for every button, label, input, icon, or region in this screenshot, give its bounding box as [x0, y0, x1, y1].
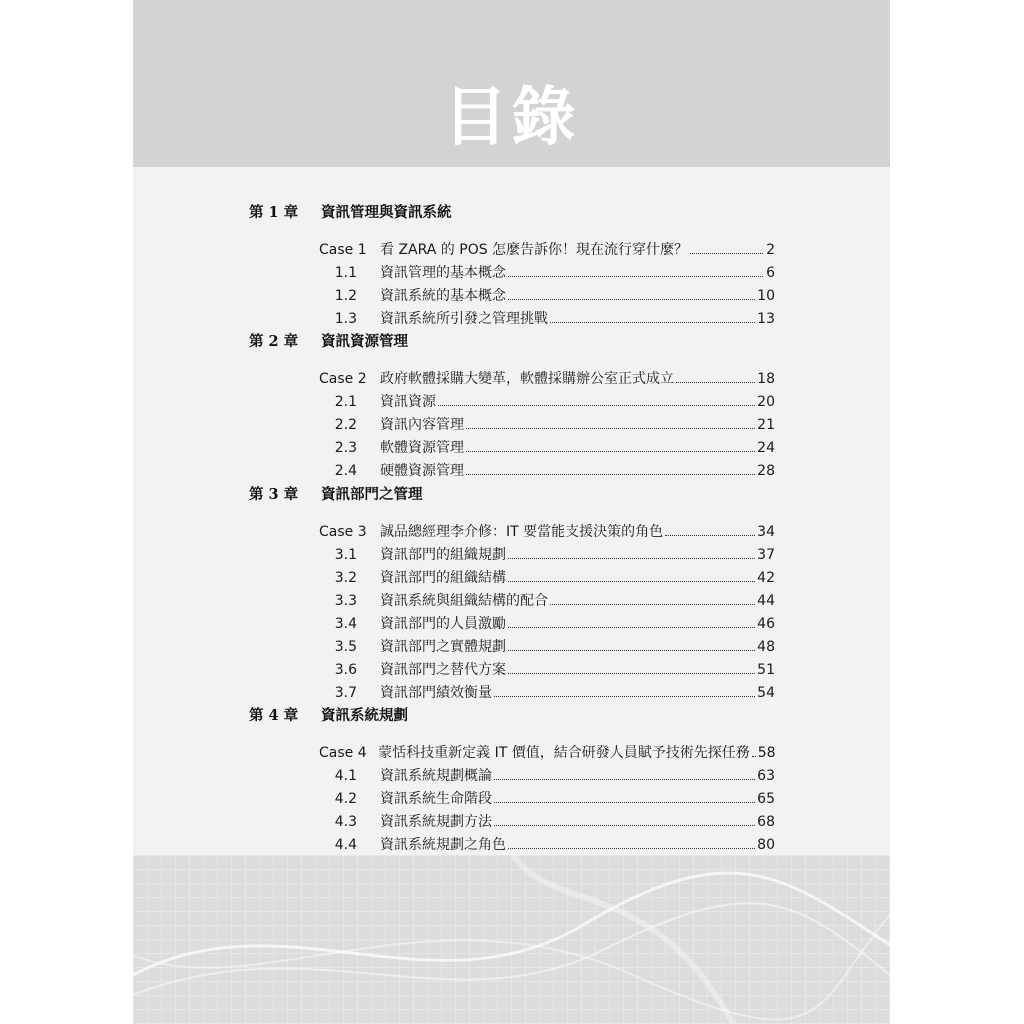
entry-number: 4.4: [334, 837, 357, 853]
entry-title: 資訊系統生命階段: [380, 791, 492, 807]
entry-title: 資訊管理的基本概念: [380, 265, 506, 281]
toc-entry[interactable]: [319, 789, 775, 809]
dot-leader: [494, 825, 755, 826]
toc-entry[interactable]: [319, 522, 775, 542]
entry-page-number: 80: [757, 837, 775, 853]
entry-title: 硬體資源管理: [380, 463, 464, 479]
entry-page-number: 24: [757, 440, 775, 456]
entry-number: 2.4: [334, 463, 357, 479]
toc-entry[interactable]: [319, 545, 775, 565]
entry-number: 3.7: [334, 685, 357, 701]
footer-decoration: [133, 855, 890, 1024]
entry-title: 資訊部門績效衡量: [380, 685, 492, 701]
chapter-heading: [249, 706, 408, 726]
entry-number: 4.1: [334, 768, 357, 784]
entry-title: 資訊部門的組織結構: [380, 570, 506, 586]
dot-leader: [690, 253, 763, 254]
dot-leader: [550, 604, 755, 605]
chapter-heading: [249, 332, 408, 352]
entry-page-number: 34: [757, 524, 775, 540]
chapter-title: 資訊部門之管理: [321, 486, 423, 503]
toc-entry[interactable]: [319, 835, 775, 855]
entry-number: 3.4: [334, 616, 357, 632]
toc-entry[interactable]: [319, 415, 775, 435]
entry-number: 2.2: [334, 417, 357, 433]
toc-entry[interactable]: [319, 461, 775, 481]
entry-title: 看 ZARA 的 POS 怎麼告訴你！現在流行穿什麼？: [380, 242, 689, 258]
dot-leader: [508, 558, 755, 559]
dot-leader: [508, 627, 755, 628]
entry-number: 1.1: [334, 265, 357, 281]
entry-page-number: 54: [757, 685, 775, 701]
toc-entry[interactable]: [319, 263, 775, 283]
dot-leader: [508, 650, 755, 651]
dot-leader: [494, 779, 755, 780]
page: [133, 0, 890, 1024]
chapter-heading: [249, 203, 452, 223]
dot-leader: [466, 474, 755, 475]
entry-page-number: 21: [757, 417, 775, 433]
chapter-number: 第 1 章: [249, 204, 299, 221]
entry-title: 資訊系統與組織結構的配合: [380, 593, 548, 609]
toc-entry[interactable]: [319, 812, 775, 832]
dot-leader: [494, 696, 755, 697]
entry-title: 蒙恬科技重新定義 IT 價值，結合研發人員賦予技術先探任務: [378, 745, 750, 761]
chapter-title: 資訊資源管理: [321, 333, 408, 350]
dot-leader: [752, 756, 756, 757]
entry-page-number: 18: [757, 371, 775, 387]
toc-entry[interactable]: [319, 438, 775, 458]
entry-title: 資訊系統規劃方法: [380, 814, 492, 830]
entry-number: Case 3: [319, 524, 367, 540]
dot-leader: [665, 535, 755, 536]
entry-number: 1.2: [334, 288, 357, 304]
entry-page-number: 63: [757, 768, 775, 784]
toc-entry[interactable]: [319, 660, 775, 680]
toc-entry[interactable]: [319, 568, 775, 588]
entry-title: 資訊系統規劃概論: [380, 768, 492, 784]
header-band: [133, 0, 890, 167]
entry-title: 資訊內容管理: [380, 417, 464, 433]
footer-band: [133, 855, 890, 1024]
entry-title: 軟體資源管理: [380, 440, 464, 456]
entry-page-number: 46: [757, 616, 775, 632]
entry-number: 3.3: [334, 593, 357, 609]
chapter-heading: [249, 485, 423, 505]
toc-entry[interactable]: [319, 240, 775, 260]
entry-number: 4.3: [334, 814, 357, 830]
dot-leader: [676, 382, 755, 383]
entry-number: 3.5: [334, 639, 357, 655]
chapter-number: 第 4 章: [249, 707, 299, 724]
chapter-number: 第 3 章: [249, 486, 299, 503]
entry-number: 2.3: [334, 440, 357, 456]
dot-leader: [508, 848, 755, 849]
entry-number: Case 2: [319, 371, 367, 387]
chapter-number: 第 2 章: [249, 333, 299, 350]
toc-entry[interactable]: [319, 309, 775, 329]
entry-page-number: 13: [757, 311, 775, 327]
entry-title: 資訊資源: [380, 394, 436, 410]
entry-number: Case 4: [319, 745, 367, 761]
entry-page-number: 20: [757, 394, 775, 410]
toc-entry[interactable]: [319, 591, 775, 611]
entry-number: Case 1: [319, 242, 367, 258]
entry-title: 資訊部門的人員激勵: [380, 616, 506, 632]
dot-leader: [508, 276, 763, 277]
toc-entry[interactable]: [319, 637, 775, 657]
entry-page-number: 10: [757, 288, 775, 304]
entry-page-number: 58: [757, 745, 776, 761]
entry-title: 資訊系統所引發之管理挑戰: [380, 311, 548, 327]
toc-entry[interactable]: [319, 614, 775, 634]
entry-number: 2.1: [334, 394, 357, 410]
entry-page-number: 2: [766, 242, 775, 258]
entry-number: 3.1: [334, 547, 357, 563]
entry-page-number: 48: [757, 639, 775, 655]
entry-title: 資訊部門的組織規劃: [380, 547, 506, 563]
entry-page-number: 28: [757, 463, 775, 479]
entry-page-number: 42: [757, 570, 775, 586]
entry-number: 3.6: [334, 662, 357, 678]
dot-leader: [494, 802, 755, 803]
entry-page-number: 51: [757, 662, 775, 678]
page-title: 目錄: [443, 81, 580, 155]
entry-title: 資訊部門之實體規劃: [380, 639, 506, 655]
toc-entry[interactable]: [319, 766, 775, 786]
entry-page-number: 44: [757, 593, 775, 609]
toc-entry[interactable]: [319, 286, 775, 306]
entry-title: 政府軟體採購大變革，軟體採購辦公室正式成立: [380, 371, 674, 387]
dot-leader: [508, 581, 755, 582]
entry-title: 資訊系統規劃之角色: [380, 837, 506, 853]
entry-page-number: 65: [757, 791, 775, 807]
entry-page-number: 37: [757, 547, 775, 563]
entry-number: 3.2: [334, 570, 357, 586]
toc-entry[interactable]: [319, 392, 775, 412]
toc-entry[interactable]: [319, 369, 775, 389]
dot-leader: [438, 405, 755, 406]
toc-entry[interactable]: [319, 743, 775, 763]
entry-title: 資訊部門之替代方案: [380, 662, 506, 678]
dot-leader: [466, 428, 755, 429]
entry-number: 1.3: [334, 311, 357, 327]
chapter-title: 資訊系統規劃: [321, 707, 408, 724]
entry-number: 4.2: [334, 791, 357, 807]
entry-title: 資訊系統的基本概念: [380, 288, 506, 304]
toc-entry[interactable]: [319, 683, 775, 703]
entry-page-number: 68: [757, 814, 775, 830]
dot-leader: [466, 451, 755, 452]
dot-leader: [508, 299, 755, 300]
dot-leader: [550, 322, 755, 323]
chapter-title: 資訊管理與資訊系統: [321, 204, 452, 221]
dot-leader: [508, 673, 755, 674]
entry-page-number: 6: [766, 265, 775, 281]
entry-title: 誠品總經理李介修：IT 要當能支援決策的角色: [380, 524, 664, 540]
